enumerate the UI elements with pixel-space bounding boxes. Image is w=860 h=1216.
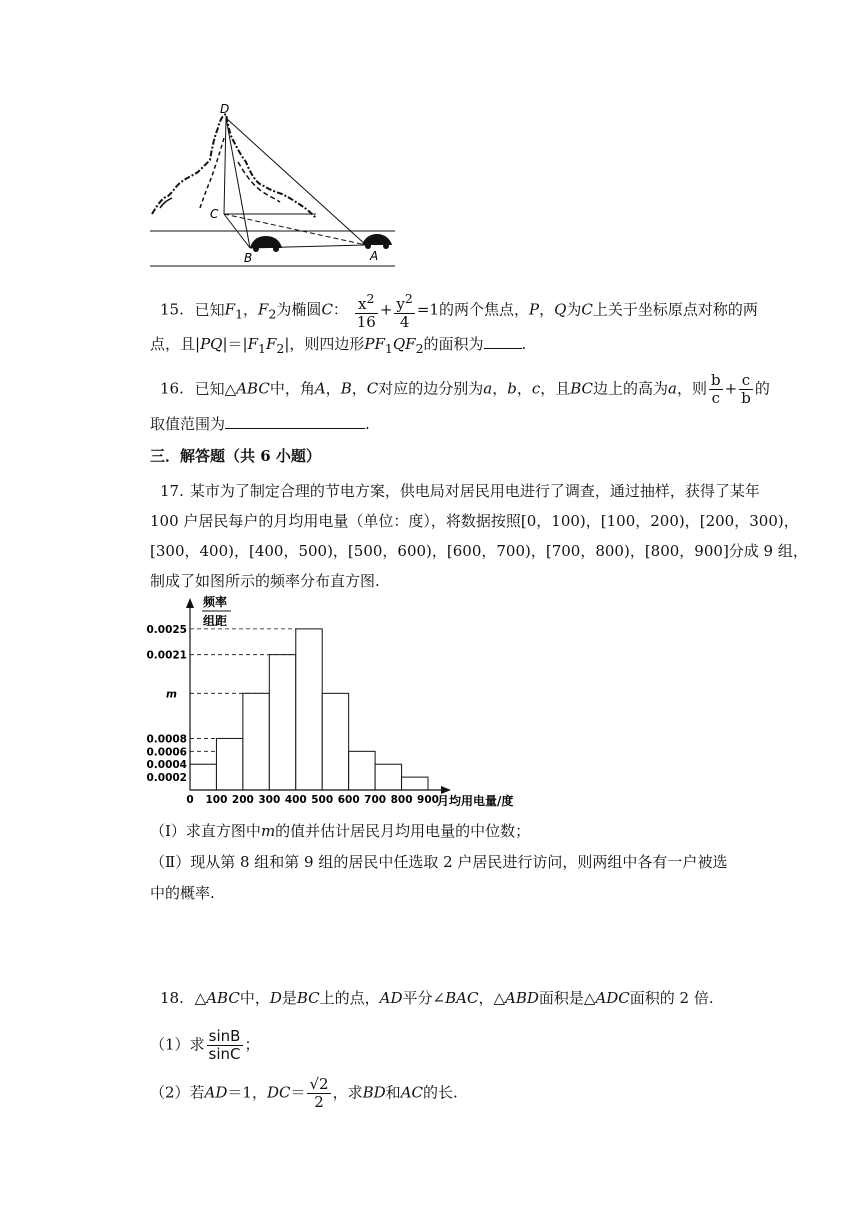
y-label-bottom: 组距 [203, 614, 228, 628]
y-tick-label: m [166, 688, 177, 701]
q16-line1: 16. 已知△ABC中，角A，B，C对应的边分别为a，b，c，且BC边上的高为a，则 $\frac{b}{c}$ + $\frac{c}{b}$ 的 [160, 371, 770, 407]
answer-blank[interactable] [225, 414, 365, 429]
x-tick-label: 700 [364, 794, 387, 806]
y-tick-label: 0.0002 [146, 772, 187, 785]
question-number: 16. [160, 379, 184, 398]
x-tick-label: 200 [231, 794, 254, 806]
x-tick-label: 300 [258, 794, 281, 806]
histogram-bar-7 [349, 751, 375, 790]
histogram-bar-2 [216, 738, 242, 790]
histogram-bar-3 [243, 693, 269, 790]
y-tick-label: 0.0025 [146, 623, 187, 636]
fraction-b-c: $\frac{b}{c}$ [711, 371, 721, 407]
y-tick-label: 0.0004 [146, 759, 187, 772]
x-tick-label: 800 [390, 794, 413, 806]
x-axis-label: 月均用电量/度 [437, 794, 514, 808]
histogram-bar-9 [402, 777, 428, 790]
q15-line2: 点，且$|PQ|=|F_1F_2|$，则四边形$PF_1QF_2$的面积为 . [150, 335, 527, 356]
histogram-bar-4 [269, 655, 295, 790]
x-tick-label: 400 [284, 794, 307, 806]
q18-sub2: （2）若AD＝1，DC＝ $\frac{√2}{2}$ ，求BD和AC的长. [150, 1075, 458, 1111]
q18-sub1: （1）求 $\frac{\sin B}{\sin C}$ ； [150, 1027, 260, 1063]
q16-line2: 取值范围为 . [150, 415, 370, 433]
histogram-chart [145, 594, 545, 814]
question-number: 17. [160, 482, 184, 500]
car-icon [362, 234, 392, 249]
fraction-sqrt2-2: $\frac{√2}{2}$ [309, 1075, 329, 1111]
label-d: D [220, 102, 230, 116]
q17-sub1: （Ⅰ）求直方图中m的值并估计居民月均用电量的中位数； [150, 822, 531, 840]
fraction-sinb-sinc: $\frac{\sin B}{\sin C}$ [208, 1027, 241, 1063]
q17-line4: 制成了如图所示的频率分布直方图. [150, 572, 380, 590]
x-tick-label: 0 [186, 794, 194, 806]
section-heading: 三．解答题（共 6 小题） [150, 447, 321, 465]
q18-line1: 18. △ABC中，D是BC上的点，AD平分∠BAC，△ABD面积是△ADC面积的 2 倍. [160, 989, 714, 1007]
label-a: A [370, 249, 379, 263]
y-axis-arrow-icon [186, 598, 194, 608]
question-number: 18. [160, 989, 184, 1007]
y-tick-label: 0.0008 [146, 733, 187, 746]
x-tick-label: 600 [337, 794, 360, 806]
label-c: C [210, 207, 219, 221]
y-label-top: 频率 [203, 595, 228, 609]
car-icon [250, 236, 282, 252]
x-axis-arrow-icon [441, 786, 451, 794]
q17-line2: 100 户居民每户的月均用电量（单位：度），将数据按照[0，100)，[100，200)，[200，300)， [150, 512, 799, 530]
fraction-x2-16: $\frac{x^2}{16}$ [356, 291, 376, 331]
y-tick-label: 0.0021 [146, 649, 187, 662]
x-tick-label: 900 [417, 794, 439, 806]
q17-line1: 17. 某市为了制定合理的节电方案，供电局对居民用电进行了调查，通过抽样，获得了某年 [160, 482, 760, 500]
fraction-c-b: $\frac{c}{b}$ [741, 371, 751, 407]
mountain-figure [140, 98, 410, 273]
histogram-bar-1 [190, 764, 216, 790]
x-tick-label: 100 [205, 794, 228, 806]
histogram-bar-6 [322, 693, 348, 790]
histogram-bar-5 [296, 629, 322, 790]
label-b: B [244, 251, 253, 265]
q15-line1: 15. 已知$F_1$，$F_2$为椭圆C： $\frac{x^2}{16}$ + $\frac{y^2}{4}$ =1的两个焦点，P，Q为C上关于坐标原点对称的两 [160, 291, 758, 331]
q17-sub2: （Ⅱ）现从第 8 组和第 9 组的居民中任选取 2 户居民进行访问，则两组中各有一户被选 [150, 853, 728, 871]
histogram-bar-8 [375, 764, 401, 790]
fraction-y2-4: $\frac{y^2}{4}$ [396, 291, 413, 331]
x-tick-label: 500 [311, 794, 334, 806]
question-number: 15. [160, 300, 184, 319]
q17-sub2-cont: 中的概率. [150, 884, 215, 902]
answer-blank[interactable] [484, 334, 522, 349]
y-tick-label: 0.0006 [146, 746, 187, 759]
q17-line3: [300，400)，[400，500)，[500，600)，[600，700)，[700，800)，[800，900]分成 9 组， [150, 542, 808, 560]
